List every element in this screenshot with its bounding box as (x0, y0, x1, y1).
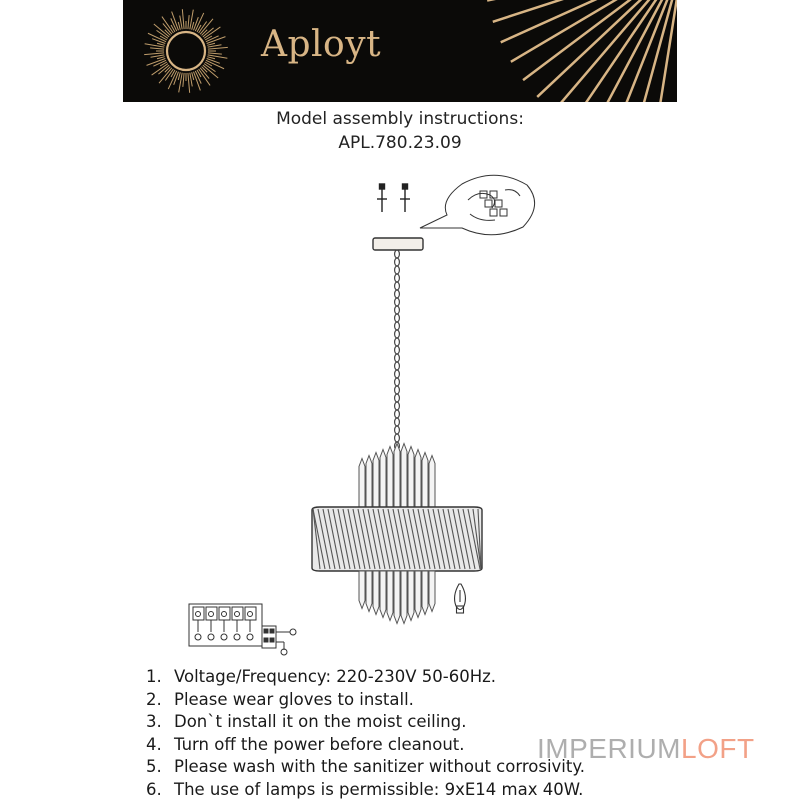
e14-bulb-icon (455, 584, 466, 613)
sunburst-logo (123, 0, 677, 102)
crystal-band (312, 507, 482, 571)
watermark: IMPERIUMLOFT (537, 733, 755, 765)
page-title: Model assembly instructions: (0, 109, 800, 129)
brand-name: Aployt (261, 24, 381, 65)
list-item: 3. Don`t install it on the moist ceiling. (146, 711, 585, 734)
model-number: APL.780.23.09 (0, 133, 800, 153)
list-item: 5. Please wash with the sanitizer without corrosivity. (146, 756, 585, 779)
ceiling-canopy (373, 238, 423, 250)
wiring-diagram-icon (189, 604, 296, 655)
bottom-crystal-crown (359, 571, 435, 624)
list-item: 1. Voltage/Frequency: 220-230V 50-60Hz. (146, 666, 585, 689)
glove-hand-icon (420, 175, 535, 235)
list-item: 2. Please wear gloves to install. (146, 689, 585, 712)
assembly-drawing (0, 160, 800, 660)
screw-icon (377, 184, 410, 212)
top-crystal-crown (359, 444, 435, 508)
brand-banner (123, 0, 677, 102)
list-item: 4. Turn off the power before cleanout. (146, 734, 585, 757)
list-item: 6. The use of lamps is permissible: 9xE14 max 40W. (146, 779, 585, 801)
instruction-list (146, 666, 585, 801)
suspension-chain (395, 250, 400, 450)
